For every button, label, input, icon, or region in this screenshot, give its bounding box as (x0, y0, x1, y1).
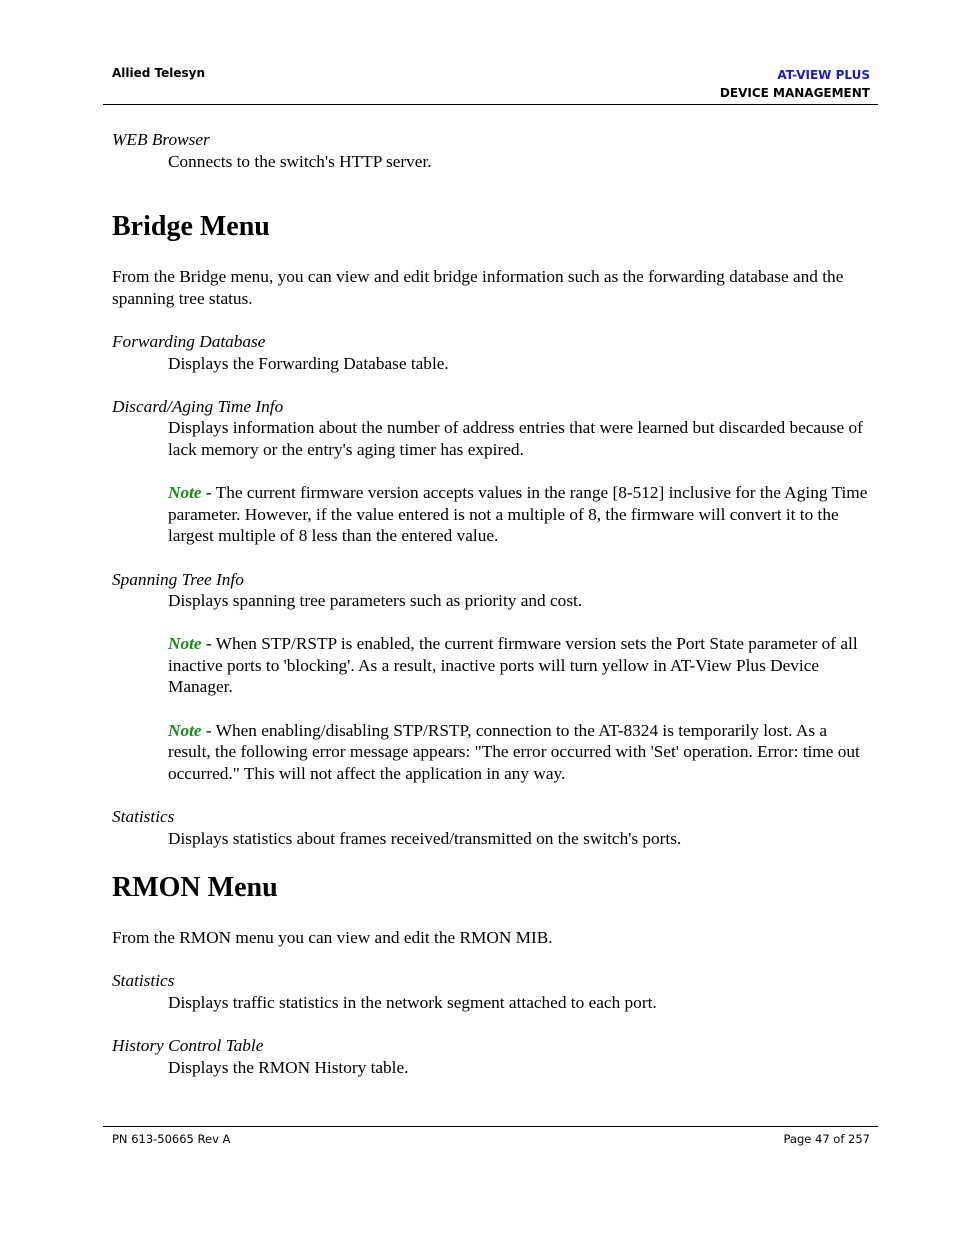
header-section: DEVICE MANAGEMENT (719, 86, 870, 100)
header-company: Allied Telesyn (112, 66, 206, 80)
footer-page-number: Page 47 of 257 (783, 1132, 870, 1146)
term-forwarding-database: Forwarding Database (112, 331, 266, 351)
note-stp-connection (168, 720, 872, 785)
term-web-browser: WEB Browser (112, 130, 210, 149)
note-label: Note (168, 483, 202, 503)
term-history-control: History Control Table (112, 1036, 264, 1056)
term-rmon-statistics: Statistics (112, 971, 175, 991)
term-discard-aging: Discard/Aging Time Info (112, 396, 284, 416)
note-text: - When enabling/disabling STP/RSTP, connection to the AT-8324 is temporarily lost. As a result, the following error message appears: "The error occurred with 'Set' operation. Error: time out occurred." This will not affect the application in any way. (168, 720, 860, 783)
desc-history-control: Displays the RMON History table. (168, 1057, 409, 1077)
footer-part-number: PN 613-50665 Rev A (112, 1132, 231, 1146)
header-divider (103, 104, 878, 105)
desc-bridge-statistics: Displays statistics about frames received/transmitted on the switch's ports. (168, 828, 682, 848)
note-aging-time (168, 482, 872, 547)
desc-forwarding-database: Displays the Forwarding Database table. (168, 353, 449, 373)
desc-web-browser: Connects to the switch's HTTP server. (168, 151, 432, 171)
page-content (112, 129, 872, 1078)
desc-rmon-statistics: Displays traffic statistics in the network segment attached to each port. (168, 993, 657, 1012)
desc-discard-aging: Displays information about the number of address entries that were learned but discarded because of lack memory or the entry's aging timer has expired. (168, 418, 863, 459)
note-label: Note (168, 634, 202, 654)
desc-spanning-tree: Displays spanning tree parameters such as priority and cost. (168, 591, 583, 611)
note-label: Note (168, 720, 202, 740)
bridge-intro: From the Bridge menu, you can view and edit bridge information such as the forwarding database and the spanning tree status. (112, 267, 844, 308)
footer-divider (103, 1126, 878, 1127)
heading-bridge-menu: Bridge Menu (112, 211, 270, 243)
header-product: AT-VIEW PLUS (777, 68, 870, 82)
term-spanning-tree: Spanning Tree Info (112, 569, 244, 589)
note-stp-blocking (168, 633, 872, 698)
note-text: - The current firmware version accepts values in the range [8-512] inclusive for the Aging Time parameter. However, if the value entered is not a multiple of 8, the firmware will convert it to the largest multiple of 8 less than the entered value. (168, 483, 868, 546)
header-title-block (720, 66, 870, 102)
rmon-intro: From the RMON menu you can view and edit the RMON MIB. (112, 928, 553, 948)
term-bridge-statistics: Statistics (112, 807, 175, 827)
heading-rmon-menu: RMON Menu (112, 872, 278, 904)
note-text: - When STP/RSTP is enabled, the current firmware version sets the Port State parameter of all inactive ports to 'blocking'. As a result, inactive ports will turn yellow in AT-View Plus Device Manager. (168, 634, 858, 697)
